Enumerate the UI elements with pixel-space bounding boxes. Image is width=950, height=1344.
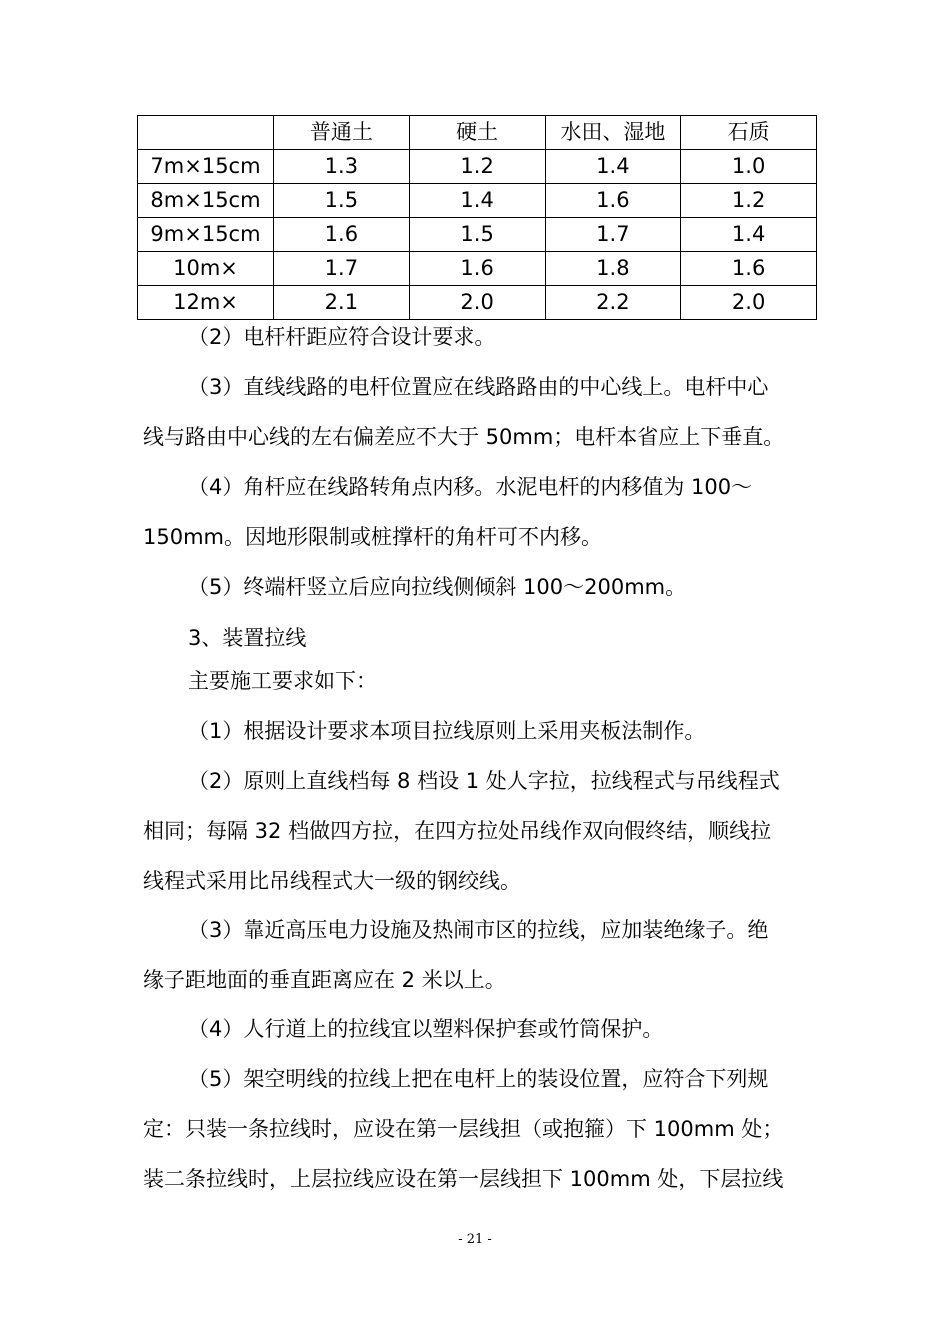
table-cell: 9m×15cm [138, 218, 274, 252]
text-line: 3、装置拉线 [188, 626, 307, 650]
text-line: （1）根据设计要求本项目拉线原则上采用夹板法制作。 [188, 719, 706, 743]
table-row [138, 150, 817, 184]
page-number: - 21 - [458, 1232, 492, 1247]
text-line: 主要施工要求如下： [188, 669, 377, 693]
table-cell: 1.8 [545, 252, 681, 286]
text-line: 缘子距地面的垂直距离应在 2 米以上。 [143, 968, 506, 992]
text-line: （5）终端杆竖立后应向拉线侧倾斜 100～200mm。 [188, 575, 687, 599]
table-cell: 1.7 [274, 252, 410, 286]
table-cell: 1.6 [274, 218, 410, 252]
table-cell: 1.0 [681, 150, 817, 184]
text-line: 线程式采用比吊线程式大一级的钢绞线。 [143, 869, 521, 893]
paragraph-requirement-2 [143, 756, 811, 906]
table-cell: 1.2 [681, 184, 817, 218]
paragraph-corner-pole [143, 462, 811, 562]
text-line: 线与路由中心线的左右偏差应不大于 50mm；电杆本省应上下垂直。 [143, 425, 785, 449]
table-cell: 2.0 [681, 286, 817, 320]
table-cell: 1.6 [681, 252, 817, 286]
table-header-cell: 水田、湿地 [545, 116, 681, 150]
table-cell: 12m× [138, 286, 274, 320]
text-line: （2）电杆杆距应符合设计要求。 [188, 325, 496, 349]
table-header-cell: 硬土 [409, 116, 545, 150]
text-line: 装二条拉线时，上层拉线应设在第一层线担下 100mm 处，下层拉线 [143, 1167, 784, 1191]
table-cell: 10m× [138, 252, 274, 286]
paragraph-requirements-intro [143, 656, 811, 706]
table-cell: 2.1 [274, 286, 410, 320]
text-line: （4）角杆应在线路转角点内移。水泥电杆的内移值为 100～ [188, 475, 753, 499]
text-line: （5）架空明线的拉线上把在电杆上的装设位置，应符合下列规 [188, 1067, 769, 1091]
table-header-cell: 普通土 [274, 116, 410, 150]
table-cell: 1.5 [409, 218, 545, 252]
paragraph-pole-spacing [143, 312, 811, 362]
table-cell: 7m×15cm [138, 150, 274, 184]
table-cell: 1.4 [681, 218, 817, 252]
table-cell: 1.3 [274, 150, 410, 184]
table-row [138, 184, 817, 218]
paragraph-terminal-pole [143, 562, 811, 612]
text-line: 相同；每隔 32 档做四方拉，在四方拉处吊线作双向假终结，顺线拉 [143, 819, 772, 843]
paragraph-requirement-1 [143, 706, 811, 756]
text-line: 150mm。因地形限制或桩撑杆的角杆可不内移。 [143, 525, 602, 549]
table-cell: 2.0 [409, 286, 545, 320]
table-header-cell [138, 116, 274, 150]
table-header-row [138, 116, 817, 150]
table-cell: 1.2 [409, 150, 545, 184]
table-cell: 2.2 [545, 286, 681, 320]
table-cell: 1.5 [274, 184, 410, 218]
text-line: （3）靠近高压电力设施及热闹市区的拉线，应加装绝缘子。绝 [188, 918, 769, 942]
paragraph-requirement-3 [143, 905, 811, 1005]
paragraph-pole-position [143, 362, 811, 462]
text-line: （4）人行道上的拉线宜以塑料保护套或竹筒保护。 [188, 1017, 664, 1041]
table-cell: 1.7 [545, 218, 681, 252]
table-header-cell: 石质 [681, 116, 817, 150]
table-cell: 1.6 [545, 184, 681, 218]
table-row [138, 218, 817, 252]
table-cell: 1.4 [545, 150, 681, 184]
table-row [138, 252, 817, 286]
pole-depth-table [137, 115, 817, 320]
text-line: 定：只装一条拉线时，应设在第一层线担（或抱箍）下 100mm 处； [143, 1117, 784, 1141]
text-line: （3）直线线路的电杆位置应在线路路由的中心线上。电杆中心 [188, 375, 769, 399]
paragraph-requirement-5 [143, 1054, 811, 1204]
text-line: （2）原则上直线档每 8 档设 1 处人字拉，拉线程式与吊线程式 [188, 769, 780, 793]
table-cell: 1.6 [409, 252, 545, 286]
table-cell: 8m×15cm [138, 184, 274, 218]
table-cell: 1.4 [409, 184, 545, 218]
paragraph-requirement-4 [143, 1004, 811, 1054]
